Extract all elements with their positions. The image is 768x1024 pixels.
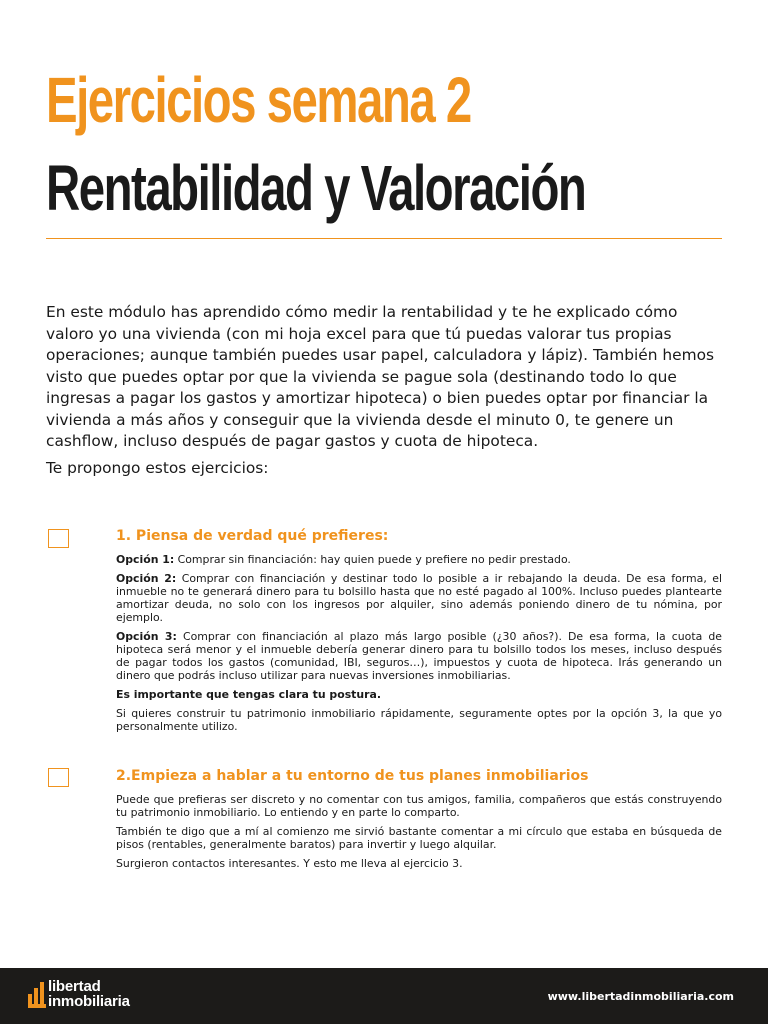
exercise-2-title: 2.Empieza a hablar a tu entorno de tus planes inmobiliarios [116, 768, 589, 784]
exercise-1-title: 1. Piensa de verdad qué prefieres: [116, 528, 389, 544]
option-3-text: Comprar con financiación al plazo más largo posible (¿30 años?). De esa forma, la cuota de hipoteca será menor y el inmueble debería generar dinero para tu bolsillo todos los meses, incluso después de pagar todos los gastos (comunidad, IBI, seguros…), impuestos y cuota de hipoteca. Irás generando un dinero que podrás incluso utilizar para nuevas inversiones inmobiliarias. [116, 630, 723, 682]
intro-paragraph: En este módulo has aprendido cómo medir la rentabilidad y te he explicado cómo valoro yo una vivienda (con mi hoja excel para que tú puedas valorar tus propias operaciones; aunque también puedes usar papel, calculadora y lápiz). También hemos visto que puedes optar por que la vivienda se pague sola (destinando todo lo que ingresas a pagar los gastos y amortizar hipoteca) o bien puedes optar por financiar la vivienda a más años y conseguir que la vivienda desde el minuto 0, te genere un cashflow, incluso después de pagar gastos y cuota de hipoteca. [46, 303, 715, 450]
option-3 [116, 630, 722, 682]
exercise-2-paragraph-3: Surgieron contactos interesantes. Y esto me lleva al ejercicio 3. [116, 857, 463, 870]
exercise-2-checkbox[interactable] [48, 768, 69, 787]
exercise-2-body [116, 793, 722, 876]
logo-line-1: libertad [48, 978, 101, 995]
title-divider [46, 238, 722, 239]
intro-lead: Te propongo estos ejercicios: [46, 459, 269, 477]
page-subtitle: Rentabilidad y Valoración [46, 152, 586, 224]
exercise-1-body [116, 553, 722, 739]
exercise-2-paragraph-1: Puede que prefieras ser discreto y no comentar con tus amigos, familia, compañeros que estás construyendo tu patrimonio inmobiliario. Lo entiendo y en parte lo comparto. [116, 793, 722, 819]
logo-wordmark [48, 979, 130, 1009]
important-note-text: Es importante que tengas clara tu postura. [116, 688, 382, 701]
option-2-text: Comprar con financiación y destinar todo lo posible a ir rebajando la deuda. De esa forma, el inmueble no te generará dinero para tu bolsillo hasta que no esté pagado al 100%. Incluso puedes plantearte amortizar deuda, no solo con los ingresos por alquiler, sino además poniendo dinero de tu nómina, por ejemplo. [116, 572, 723, 624]
exercise-2-paragraph-2: También te digo que a mí al comienzo me sirvió bastante comentar a mi círculo que estaba en búsqueda de pisos (rentables, generalmente baratos) para invertir y luego alquilar. [116, 825, 722, 851]
option-2 [116, 572, 722, 624]
footer-website-link[interactable]: www.libertadinmobiliaria.com [547, 990, 734, 1003]
page-title: Ejercicios semana 2 [46, 64, 471, 136]
brand-logo[interactable] [28, 979, 168, 1013]
important-note [116, 688, 722, 701]
logo-line-2: inmobiliaria [48, 993, 130, 1010]
exercise-1-checkbox[interactable] [48, 529, 69, 548]
option-3-label: Opción 3: [116, 630, 177, 643]
option-1-label: Opción 1: [116, 553, 175, 566]
exercise-1-closing: Si quieres construir tu patrimonio inmobiliario rápidamente, seguramente optes por la opción 3, la que yo personalmente utilizo. [116, 707, 722, 733]
building-bars-icon [28, 982, 46, 1008]
option-2-label: Opción 2: [116, 572, 177, 585]
option-1-text: Comprar sin financiación: hay quien puede y prefiere no pedir prestado. [174, 553, 571, 566]
option-1 [116, 553, 722, 566]
